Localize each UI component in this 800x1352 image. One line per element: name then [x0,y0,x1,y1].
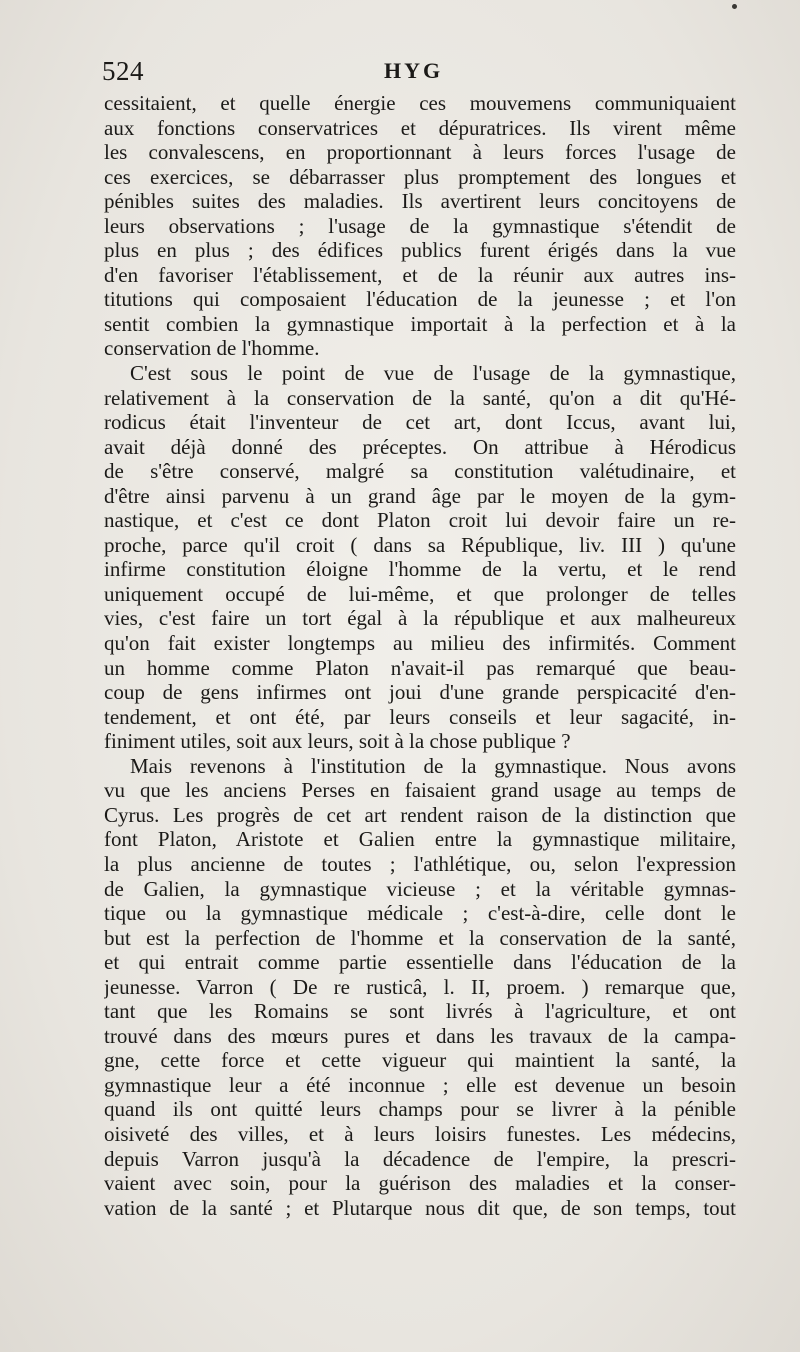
text-line: infirme constitution éloigne l'homme de la vertu, et le rend [104,557,736,582]
text-line: C'est sous le point de vue de l'usage de la gymnastique, [130,361,736,386]
text-line: Mais revenons à l'institution de la gymnastique. Nous avons [130,753,736,778]
text-line: conservation de l'homme. [104,336,320,361]
text-line: vu que les anciens Perses en faisaient grand usage au temps de [104,778,736,803]
text-line: jeunesse. Varron ( De re rusticâ, l. II, proem. ) remarque que, [104,974,736,999]
text-line: gymnastique leur a été inconnue ; elle est devenue un besoin [104,1072,736,1097]
body-text [104,91,736,1220]
ink-speck [732,4,737,9]
text-line: de Galien, la gymnastique vicieuse ; et la véritable gymnas- [104,876,736,901]
text-line: la plus ancienne de toutes ; l'athlétique, ou, selon l'expression [104,851,736,876]
text-line: depuis Varron jusqu'à la décadence de l'empire, la prescri- [104,1146,736,1171]
page-number: 524 [102,56,144,86]
text-line: titutions qui composaient l'éducation de la jeunesse ; et l'on [104,287,736,312]
text-line: trouvé dans des mœurs pures et dans les travaux de la campa- [104,1023,736,1048]
text-line: et qui entrait comme partie essentielle dans l'éducation de la [104,950,736,975]
text-line: vation de la santé ; et Plutarque nous dit que, de son temps, tout [104,1195,736,1220]
text-line: aux fonctions conservatrices et dépuratrices. Ils virent même [104,115,736,140]
text-line: gne, cette force et cette vigueur qui maintient la santé, la [104,1048,736,1073]
text-line: cessitaient, et quelle énergie ces mouvemens communiquaient [104,91,736,115]
text-line: de s'être conservé, malgré sa constitution valétudinaire, et [104,459,736,484]
text-line: vaient avec soin, pour la guérison des maladies et la conser- [104,1171,736,1196]
text-line: plus en plus ; des édifices publics furent érigés dans la vue [104,238,736,263]
text-line: pénibles suites des maladies. Ils avertirent leurs concitoyens de [104,189,736,214]
text-line: d'en favoriser l'établissement, et de la réunir aux autres ins- [104,262,736,287]
text-line: d'être ainsi parvenu à un grand âge par le moyen de la gym- [104,483,736,508]
text-line: coup de gens infirmes ont joui d'une grande perspicacité d'en- [104,680,736,705]
text-line: uniquement occupé de lui-même, et que prolonger de telles [104,581,736,606]
text-line: qu'on fait exister longtemps au milieu des infirmités. Comment [104,631,736,656]
text-line: Cyrus. Les progrès de cet art rendent raison de la distinction que [104,802,736,827]
text-line: tant que les Romains se sont livrés à l'agriculture, et ont [104,999,736,1024]
text-line: relativement à la conservation de la santé, qu'on a dit qu'Hé- [104,385,736,410]
text-line: les convalescens, en proportionnant à leurs forces l'usage de [104,140,736,165]
text-line: tendement, et ont été, par leurs conseils et leur sagacité, in- [104,704,736,729]
running-head: HYG [384,58,444,83]
text-line: avait déjà donné des préceptes. On attribue à Hérodicus [104,434,736,459]
text-line: un homme comme Platon n'avait-il pas remarqué que beau- [104,655,736,680]
text-line: proche, parce qu'il croit ( dans sa République, liv. III ) qu'une [104,532,736,557]
text-line: nastique, et c'est ce dont Platon croit lui devoir faire un re- [104,508,736,533]
text-line: vies, c'est faire un tort égal à la république et aux malheureux [104,606,736,631]
text-line: sentit combien la gymnastique importait à la perfection et à la [104,311,736,336]
text-line: but est la perfection de l'homme et la conservation de la santé, [104,925,736,950]
page-header [102,56,742,96]
text-line: finiment utiles, soit aux leurs, soit à la chose publique ? [104,729,571,754]
text-line: font Platon, Aristote et Galien entre la gymnastique militaire, [104,827,736,852]
text-line: rodicus était l'inventeur de cet art, dont Iccus, avant lui, [104,410,736,435]
text-line: leurs observations ; l'usage de la gymnastique s'étendit de [104,213,736,238]
text-line: ces exercices, se débarrasser plus promptement des longues et [104,164,736,189]
text-line: quand ils ont quitté leurs champs pour se livrer à la pénible [104,1097,736,1122]
text-line: tique ou la gymnastique médicale ; c'est-à-dire, celle dont le [104,901,736,926]
text-line: oisiveté des villes, et à leurs loisirs funestes. Les médecins, [104,1121,736,1146]
